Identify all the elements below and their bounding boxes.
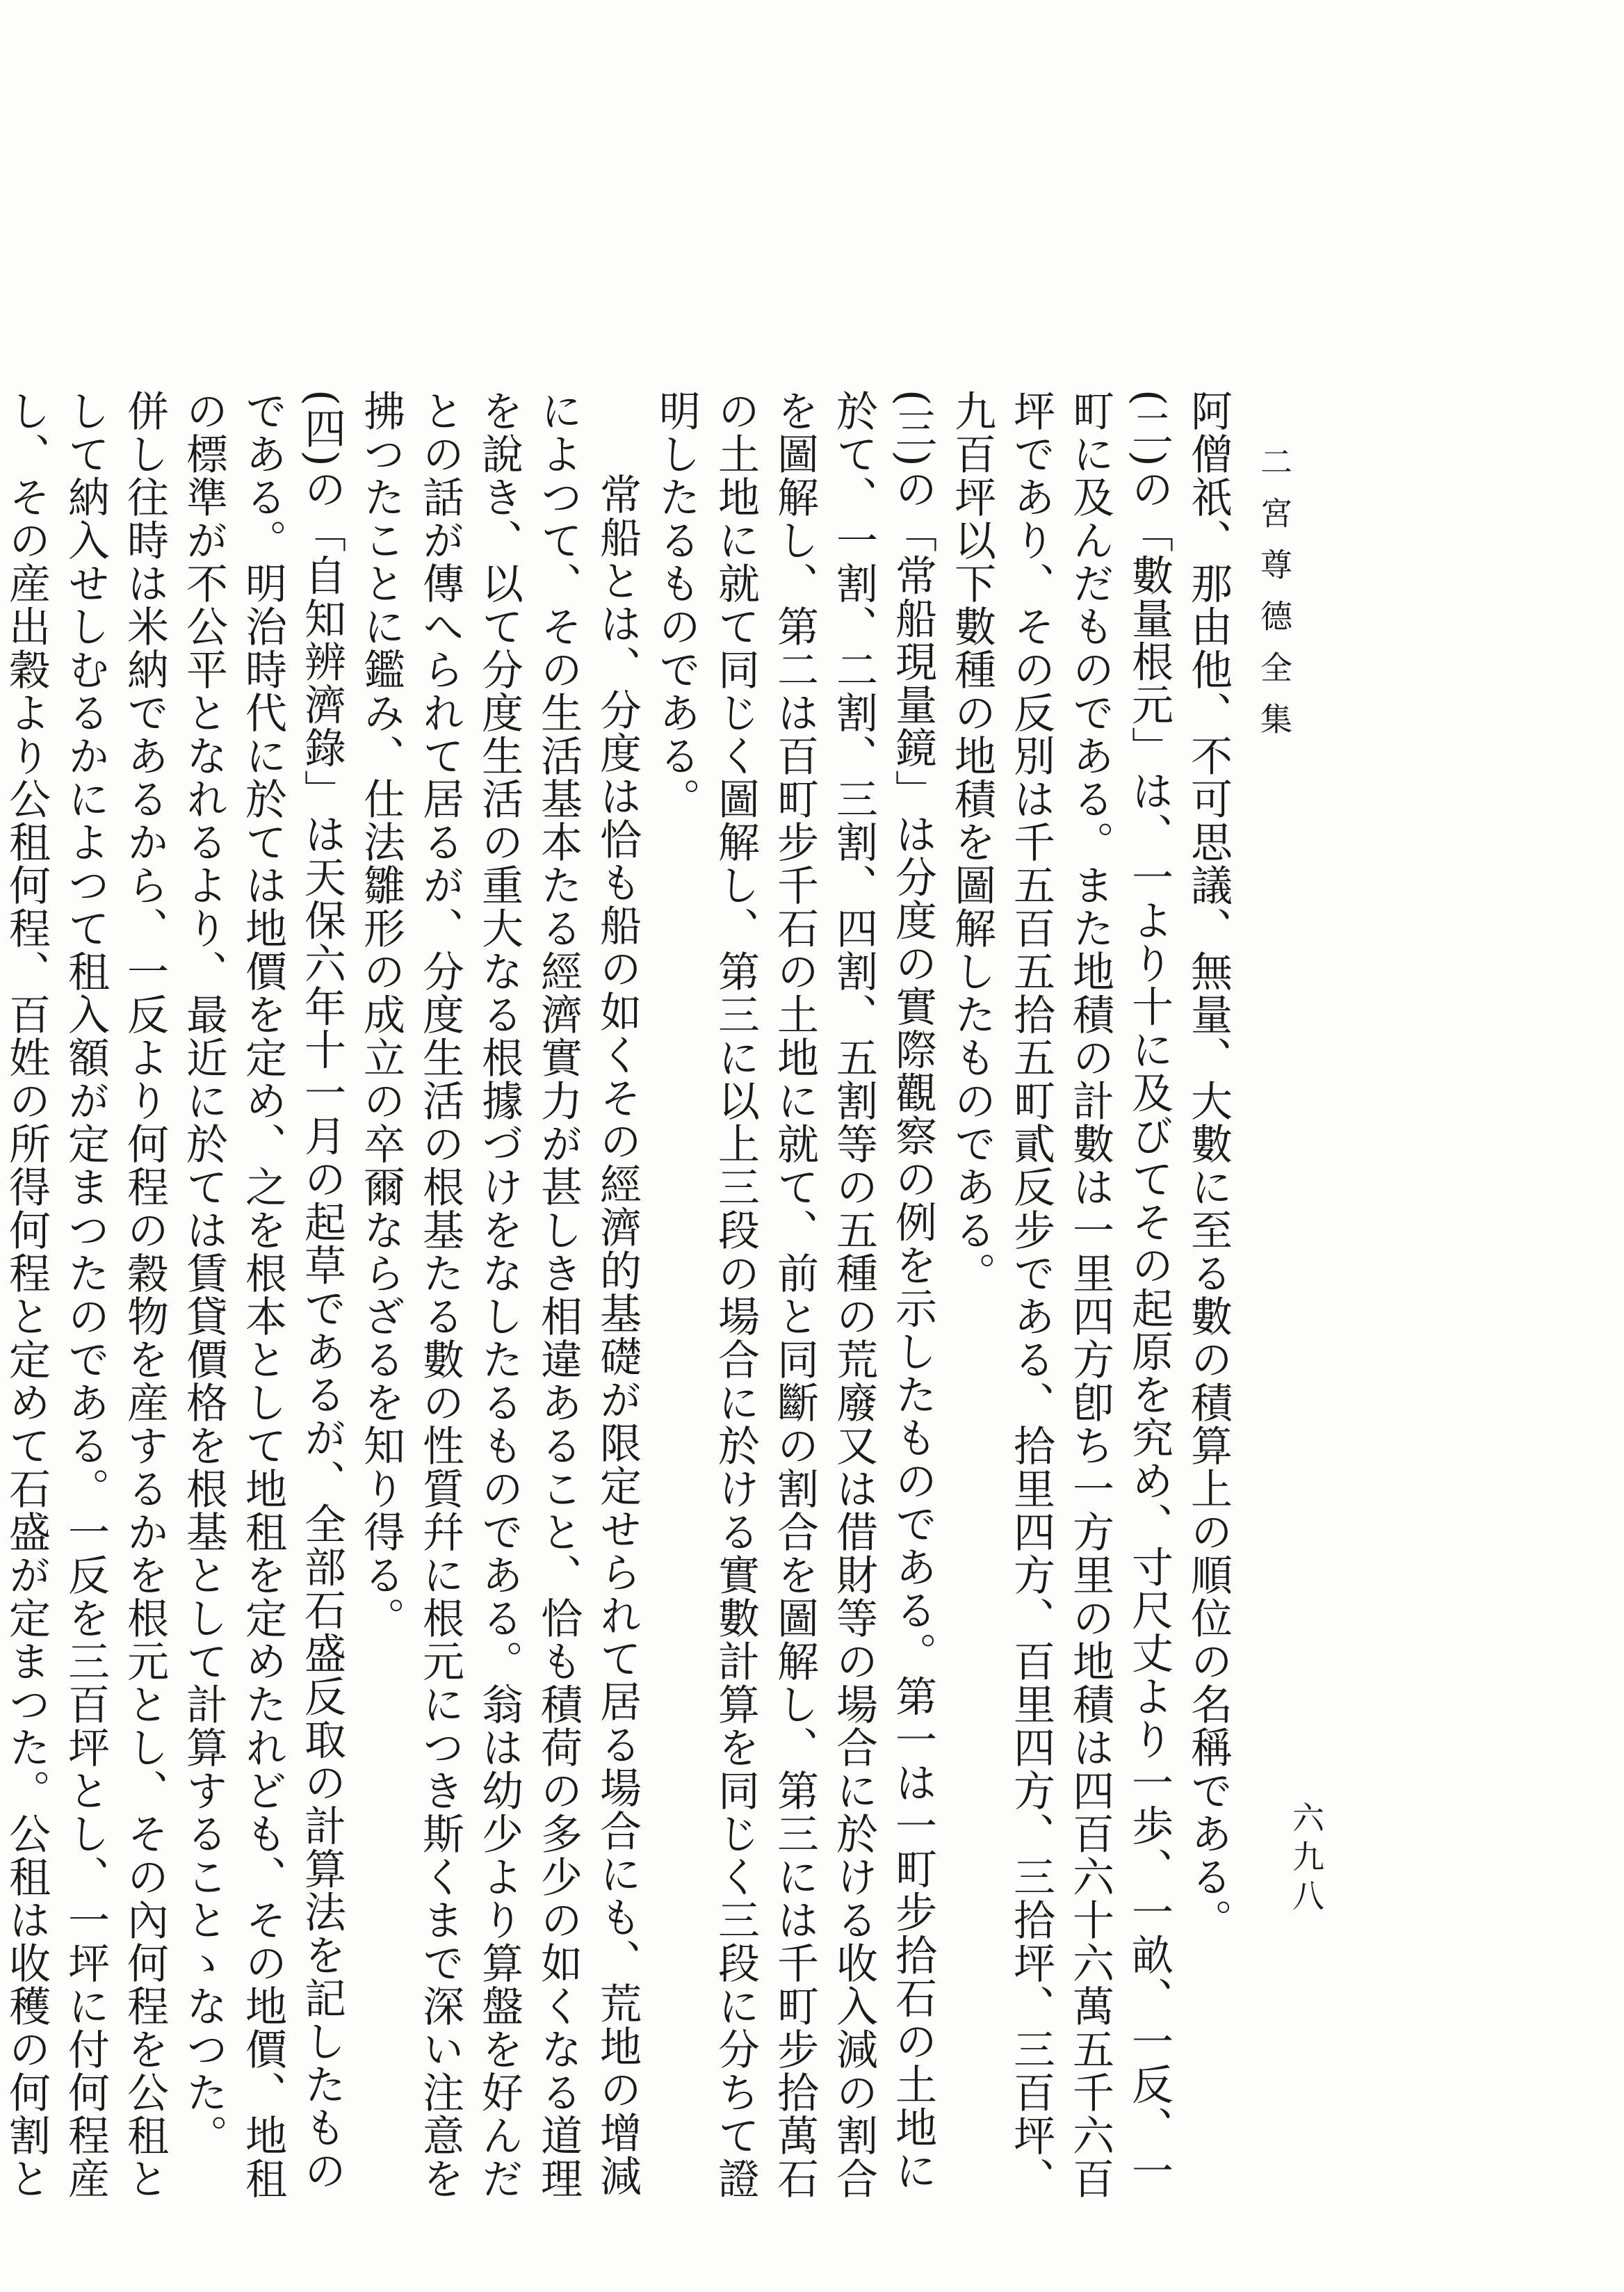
paragraph-3: (三)の「常船現量鏡」は分度の實際觀察の例を示したものである。第一は一町步拾石の土地に於て、一割、二割、三割、四割、五割等の五種の荒廢又は借財等の場合に於ける收入減の割合を圖解し、第二は百町步千石の土地に就て、前と同斷の割合を圖解し、第三には千町步拾萬石の土地に就て同じく圖解し、第三に以上三段の場合に於ける實數計算を同じく三段に分ちて證明したるものである。 [652, 389, 937, 2200]
body-text [2, 389, 1237, 2204]
running-title: 二宮尊德全集 [1256, 445, 1293, 754]
page-number: 六九八 [1288, 1801, 1325, 1918]
paragraph-2: (二)の「數量根元」は、一より十に及びてその起原を究め、寸尺丈より一歩、一畝、一反、一町に及んだものである。また地積の計數は一里四方卽ち一方里の地積は四百六十六萬五千六百坪であり、その反別は千五百五拾五町貳反步である、拾里四方、百里四方、三拾坪、三百坪、九百坪以下數種の地積を圖解したものである。 [948, 389, 1174, 2200]
paragraph-4: 常船とは、分度は恰も船の如くその經濟的基礎が限定せられて居る場合にも、荒地の增減によつて、その生活基本たる經濟實力が甚しき相違あること、恰も積荷の多少の如くなる道理を說き、以て分度生活の重大なる根據づけをなしたるものである。翁は幼少より算盤を好んだとの話が傳へられて居るが、分度生活の根基たる數の性質幷に根元につき斯くまで深い注意を拂つたことに鑑み、仕法雛形の成立の卒爾ならざるを知り得る。 [357, 389, 642, 2200]
paragraph-1: 阿僧祇、那由他、不可思議、無量、大數に至る數の積算上の順位の名稱である。 [1184, 389, 1233, 1942]
paragraph-6: 併し往時は米納であるから、一反より何程の穀物を産するかを根元とし、その內何程を公租として納入せしむるかによつて租入額が定まつたのである。一反を三百坪とし、一坪に付何程産し、その産出穀より公租何程、百姓の所得何程と定めて石盛が定まつた。公租は收穫の何割と [2, 389, 169, 2200]
paragraph-5: (四)の「自知辨濟錄」は天保六年十一月の起草であるが、全部石盛反取の計算法を記したものである。明治時代に於ては地價を定め、之を根本として地租を定めたれども、その地價、地租の標準が不公平となれるより、最近に於ては賃貸價格を根基として計算することゝなつた。 [179, 389, 346, 2200]
